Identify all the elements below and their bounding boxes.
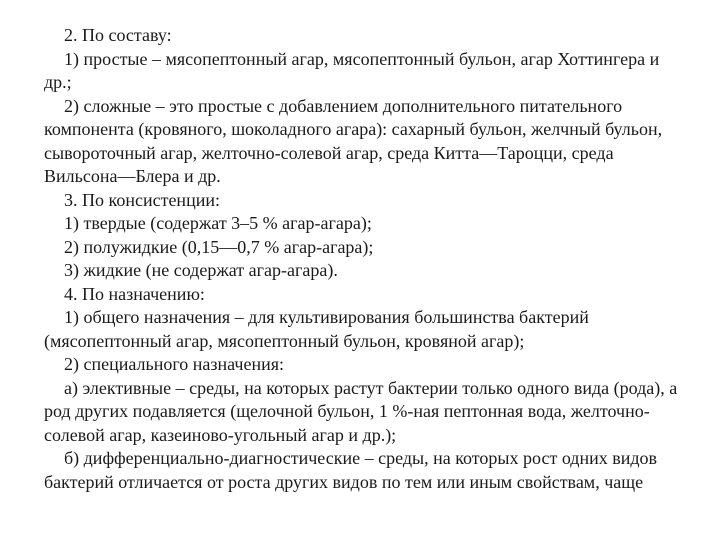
list-item-special-purpose: 2) специального назначения: bbox=[64, 354, 284, 374]
document-text bbox=[44, 24, 684, 494]
list-item-solid: 1) твердые (содержат 3–5 % агар-агара); bbox=[64, 213, 372, 233]
section-heading-purpose: 4. По назначению: bbox=[64, 283, 205, 304]
list-item-elective: а) элективные – среды, на которых растут бактерии только одного вида (рода), а род других подавляется (щелочной бульон, 1 %-ная пептонная вода, желточно-солевой агар, казеиново-угольный агар и др.); bbox=[44, 377, 678, 445]
list-item-semi-liquid: 2) полужидкие (0,15—0,7 % агар-агара); bbox=[64, 236, 374, 257]
section-heading-consistency: 3. По консистенции: bbox=[64, 189, 220, 210]
list-item-general-purpose: 1) общего назначения – для культивирования большинства бактерий (мясопептонный агар, мясопептонный бульон, кровяной агар); bbox=[44, 307, 589, 351]
list-item-liquid: 3) жидкие (не содержат агар-агара). bbox=[64, 260, 338, 280]
section-heading-composition: 2. По составу: bbox=[64, 25, 172, 45]
list-item-complex-media: 2) сложные – это простые с добавлением дополнительного питательного компонента (кровяного, шоколадного агара): сахарный бульон, желчный бульон, сывороточный агар, желточно-солевой агар, среда Китта—Тароцци, среда Вильсона—Блера и др. bbox=[44, 95, 663, 186]
list-item-simple-media: 1) простые – мясопептонный агар, мясопептонный бульон, агар Хоттингера и др.; bbox=[44, 48, 660, 92]
list-item-differential: б) дифференциально-диагностические – среды, на которых рост одних видов бактерий отличается от роста других видов по тем или иным свойствам, чаще bbox=[44, 448, 658, 492]
